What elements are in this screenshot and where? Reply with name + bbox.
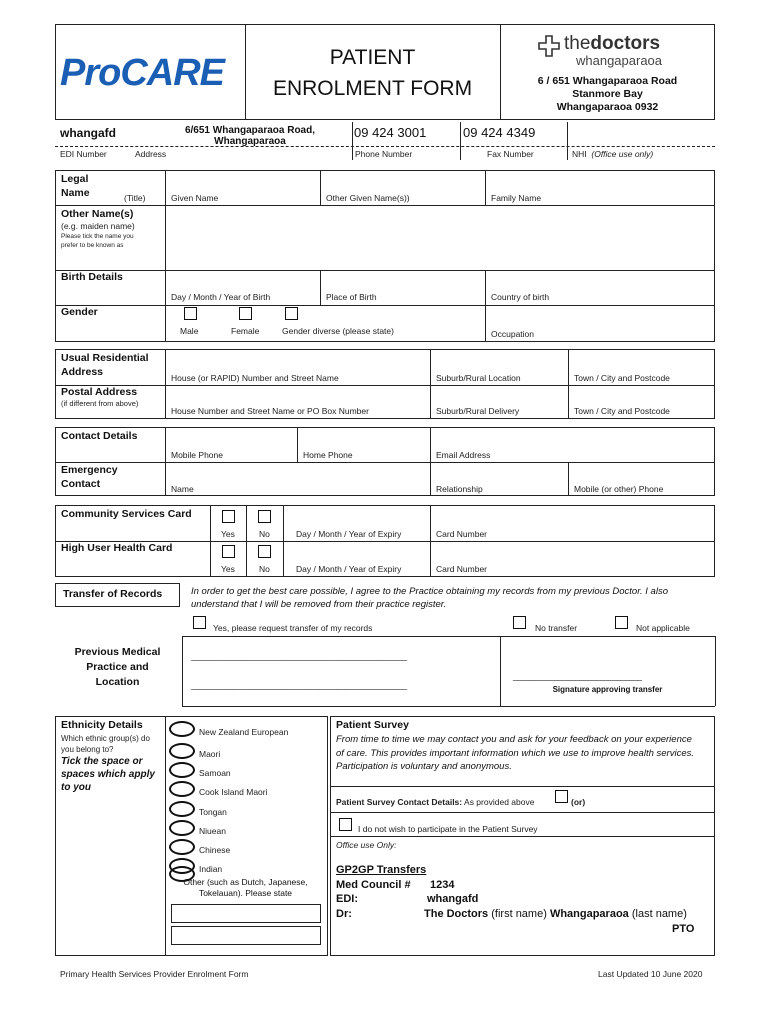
- divider: [500, 636, 501, 706]
- pto-label: PTO: [672, 923, 695, 935]
- suburb-delivery-label: Suburb/Rural Delivery: [436, 406, 520, 416]
- divider: [485, 305, 486, 342]
- first-name-note: (first name): [491, 908, 547, 920]
- divider: [430, 349, 431, 419]
- survey-contact-label: Patient Survey Contact Details:: [336, 797, 463, 807]
- huhc-label: High User Health Card: [61, 542, 173, 554]
- nhi-text: NHI: [572, 149, 587, 159]
- ethnicity-title: Ethnicity Details: [61, 719, 143, 731]
- huhc-yes-checkbox[interactable]: [222, 545, 235, 558]
- address-line2: Stanmore Bay: [572, 88, 643, 100]
- ethnicity-option-radio[interactable]: [169, 721, 195, 737]
- address-line3: Whangaparaoa 0932: [556, 101, 659, 113]
- divider: [55, 385, 715, 386]
- given-name-label: Given Name: [171, 193, 219, 203]
- survey-text: From time to time we may contact you and ask for your feedback on your experience of care. This provides important information which we use to improve health services. Participation is voluntary and anonymous.: [336, 734, 694, 772]
- ethnicity-question: Which ethnic group(s) do you belong to?: [61, 734, 150, 754]
- csc-card-number-label: Card Number: [436, 529, 488, 539]
- prev-practice-2: Practice and: [86, 661, 149, 673]
- usual-residential-label: Usual Residential Address: [61, 352, 149, 378]
- divider: [165, 349, 166, 419]
- emergency-contact-label: Emergency Contact: [61, 464, 118, 490]
- edi-value: whangafd: [60, 126, 116, 140]
- ethnicity-option-radio[interactable]: [169, 762, 195, 778]
- ethnicity-other-input1[interactable]: [171, 904, 321, 923]
- ethnicity-other-label: Other (such as Dutch, Japanese, Tokelauan). Please state: [183, 877, 308, 898]
- ethnicity-option-label: Cook Island Maori: [199, 787, 268, 797]
- med-council-label: Med Council #: [336, 879, 411, 891]
- divider: [55, 462, 715, 463]
- huhc-no-checkbox[interactable]: [258, 545, 271, 558]
- survey-as-provided: As provided above: [464, 797, 535, 807]
- divider: [297, 427, 298, 462]
- place-of-birth-label: Place of Birth: [326, 292, 377, 302]
- practice-address-value: [160, 125, 340, 147]
- huhc-expiry-label: Day / Month / Year of Expiry: [296, 564, 402, 574]
- address-line1: 6 / 651 Whangaparaoa Road: [537, 75, 678, 87]
- other-names-label: Other Name(s): [61, 208, 134, 220]
- ethnicity-option-radio[interactable]: [169, 839, 195, 855]
- ethnicity-option-label: Tongan: [199, 807, 227, 817]
- huhc-no-label: No: [259, 564, 270, 574]
- tick-note: Please tick the name you prefer to be known as: [61, 233, 134, 249]
- divider: [568, 462, 569, 496]
- emergency-name-label: Name: [171, 484, 194, 494]
- phone-label: Phone Number: [355, 149, 413, 159]
- survey-decline-label: I do not wish to participate in the Patient Survey: [358, 824, 538, 834]
- gender-diverse-label: Gender diverse (please state): [282, 326, 394, 336]
- occupation-label: Occupation: [491, 329, 534, 339]
- divider: [460, 122, 461, 160]
- phone-value: 09 424 3001: [354, 125, 427, 140]
- divider: [320, 270, 321, 305]
- divider: [246, 505, 247, 577]
- last-name-note: (last name): [631, 908, 687, 920]
- ethnicity-option-radio[interactable]: [169, 820, 195, 836]
- legal-name-label: Legal Name: [61, 173, 90, 199]
- previous-practice-line2[interactable]: ____________________________________________________: [191, 681, 407, 690]
- divider: [568, 349, 569, 419]
- gp2gp-dr-label: Dr:: [336, 908, 352, 920]
- fax-label: Fax Number: [487, 149, 534, 159]
- edi-label: EDI Number: [60, 149, 107, 159]
- divider: [485, 270, 486, 305]
- town-postcode2-label: Town / City and Postcode: [574, 406, 670, 416]
- practice-address-line2: Whangaparaoa: [214, 136, 286, 147]
- ethnicity-option-label: New Zealand European: [199, 727, 289, 737]
- other-names-input[interactable]: [166, 206, 714, 269]
- dr-last-name: Whangaparaoa: [549, 908, 629, 920]
- email-label: Email Address: [436, 450, 491, 460]
- postal-note: (if different from above): [61, 399, 139, 408]
- ethnicity-option-radio[interactable]: [169, 781, 195, 797]
- csc-label: Community Services Card: [61, 508, 192, 520]
- divider: [210, 505, 211, 577]
- gp2gp-dr-value: [424, 908, 687, 920]
- prev-practice-3: Location: [95, 676, 140, 688]
- procare-logo: ProCARE: [60, 52, 225, 94]
- nhi-note: (Office use only): [591, 149, 654, 159]
- postal-address-label: Postal Address: [61, 386, 138, 398]
- practice-address: [500, 75, 715, 114]
- footer-right: Last Updated 10 June 2020: [598, 969, 703, 979]
- divider: [182, 636, 715, 637]
- survey-as-provided-checkbox[interactable]: [555, 790, 568, 803]
- no-transfer-checkbox[interactable]: [513, 616, 526, 629]
- gp2gp-title: GP2GP Transfers: [336, 864, 427, 876]
- male-checkbox[interactable]: [184, 307, 197, 320]
- divider: [430, 505, 431, 577]
- dob-label: Day / Month / Year of Birth: [171, 292, 271, 302]
- doctors-brand-the: the: [564, 33, 591, 54]
- doctors-logo: [538, 33, 708, 69]
- divider: [330, 836, 715, 837]
- signature-label: Signature approving transfer: [552, 685, 663, 694]
- csc-yes-label: Yes: [221, 529, 235, 539]
- ethnicity-option-radio[interactable]: [169, 743, 195, 759]
- divider: [330, 786, 715, 787]
- divider: [352, 122, 353, 160]
- fax-value: 09 424 4349: [463, 125, 536, 140]
- mobile-other-label: Mobile (or other) Phone: [574, 484, 664, 494]
- prev-practice-1: Previous Medical: [74, 646, 161, 658]
- home-phone-label: Home Phone: [303, 450, 353, 460]
- divider: [182, 636, 183, 706]
- mobile-label: Mobile Phone: [171, 450, 223, 460]
- huhc-card-number-label: Card Number: [436, 564, 488, 574]
- birth-details-label: Birth Details: [61, 271, 123, 283]
- contact-details-label: Contact Details: [61, 430, 138, 442]
- survey-title: Patient Survey: [336, 719, 409, 731]
- ethnicity-option-radio[interactable]: [169, 801, 195, 817]
- transfer-yes-label: Yes, please request transfer of my records: [213, 623, 373, 633]
- edi-input[interactable]: [55, 122, 130, 160]
- form-title: [245, 42, 500, 104]
- divider: [182, 706, 715, 707]
- suburb-location-label: Suburb/Rural Location: [436, 373, 521, 383]
- male-label: Male: [180, 326, 199, 336]
- divider: [283, 505, 284, 577]
- survey-or: (or): [571, 797, 586, 807]
- divider: [55, 270, 715, 271]
- ethnicity-option-label: Indian: [199, 864, 223, 874]
- not-applicable-checkbox[interactable]: [615, 616, 628, 629]
- csc-no-label: No: [259, 529, 270, 539]
- maiden-note: (e.g. maiden name): [61, 221, 135, 231]
- huhc-yes-label: Yes: [221, 564, 235, 574]
- survey-decline-checkbox[interactable]: [339, 818, 352, 831]
- office-use-label: Office use Only:: [336, 840, 397, 850]
- ethnicity-option-label: Niuean: [199, 826, 226, 836]
- ethnicity-other-input2[interactable]: [171, 926, 321, 945]
- csc-no-checkbox[interactable]: [258, 510, 271, 523]
- house-number-label: House (or RAPID) Number and Street Name: [171, 373, 339, 383]
- gender-label: Gender: [61, 306, 98, 318]
- practice-address-line1: 6/651 Whangaparaoa Road,: [184, 125, 316, 136]
- previous-practice-line1[interactable]: ____________________________________________________: [191, 652, 407, 661]
- gp2gp-edi-label: EDI:: [336, 893, 358, 905]
- form-title-line1: PATIENT: [329, 46, 416, 69]
- transfer-consent: In order to get the best care possible, I agree to the Practice obtaining my records from my previous Doctor. I also understand that I will be removed from their practice register.: [191, 586, 668, 610]
- csc-yes-checkbox[interactable]: [222, 510, 235, 523]
- dr-first-name: The Doctors: [424, 908, 489, 920]
- family-name-label: Family Name: [491, 193, 542, 203]
- transfer-yes-checkbox[interactable]: [193, 616, 206, 629]
- not-applicable-label: Not applicable: [636, 623, 690, 633]
- divider: [330, 812, 715, 813]
- survey-contact: [336, 797, 534, 807]
- gp2gp-edi-value: whangafd: [427, 893, 479, 905]
- transfer-title: Transfer of Records: [63, 588, 163, 600]
- doctors-brand-name: doctors: [590, 33, 661, 54]
- legal-name-input[interactable]: [166, 171, 714, 191]
- divider: [715, 636, 716, 706]
- female-checkbox[interactable]: [239, 307, 252, 320]
- form-title-line2: ENROLMENT FORM: [272, 77, 473, 100]
- ethnicity-option-label: Samoan: [199, 768, 231, 778]
- female-label: Female: [231, 326, 260, 336]
- country-of-birth-label: Country of birth: [491, 292, 550, 302]
- nhi-input[interactable]: [567, 122, 715, 160]
- previous-practice-label: [55, 645, 180, 690]
- house-po-label: House Number and Street Name or PO Box Number: [171, 406, 369, 416]
- footer-left: Primary Health Services Provider Enrolment Form: [60, 969, 249, 979]
- divider: [165, 716, 166, 956]
- other-given-label: Other Given Name(s)): [326, 193, 410, 203]
- med-council-value: 1234: [430, 879, 455, 891]
- doctors-cross-icon: [538, 35, 560, 57]
- csc-expiry-label: Day / Month / Year of Expiry: [296, 529, 402, 539]
- signature-line[interactable]: _______________________________: [513, 672, 642, 681]
- relationship-label: Relationship: [436, 484, 483, 494]
- doctors-brand-sub: whangaparaoa: [576, 53, 663, 68]
- ethnicity-instruction: Tick the space or spaces which apply to you: [61, 756, 155, 793]
- ethnicity-option-label: Chinese: [199, 845, 231, 855]
- no-transfer-label: No transfer: [535, 623, 578, 633]
- ethnicity-option-label: Maori: [199, 749, 221, 759]
- divider: [55, 305, 715, 306]
- address-label: Address: [135, 149, 167, 159]
- town-postcode-label: Town / City and Postcode: [574, 373, 670, 383]
- title-label: (Title): [124, 193, 146, 203]
- gender-diverse-checkbox[interactable]: [285, 307, 298, 320]
